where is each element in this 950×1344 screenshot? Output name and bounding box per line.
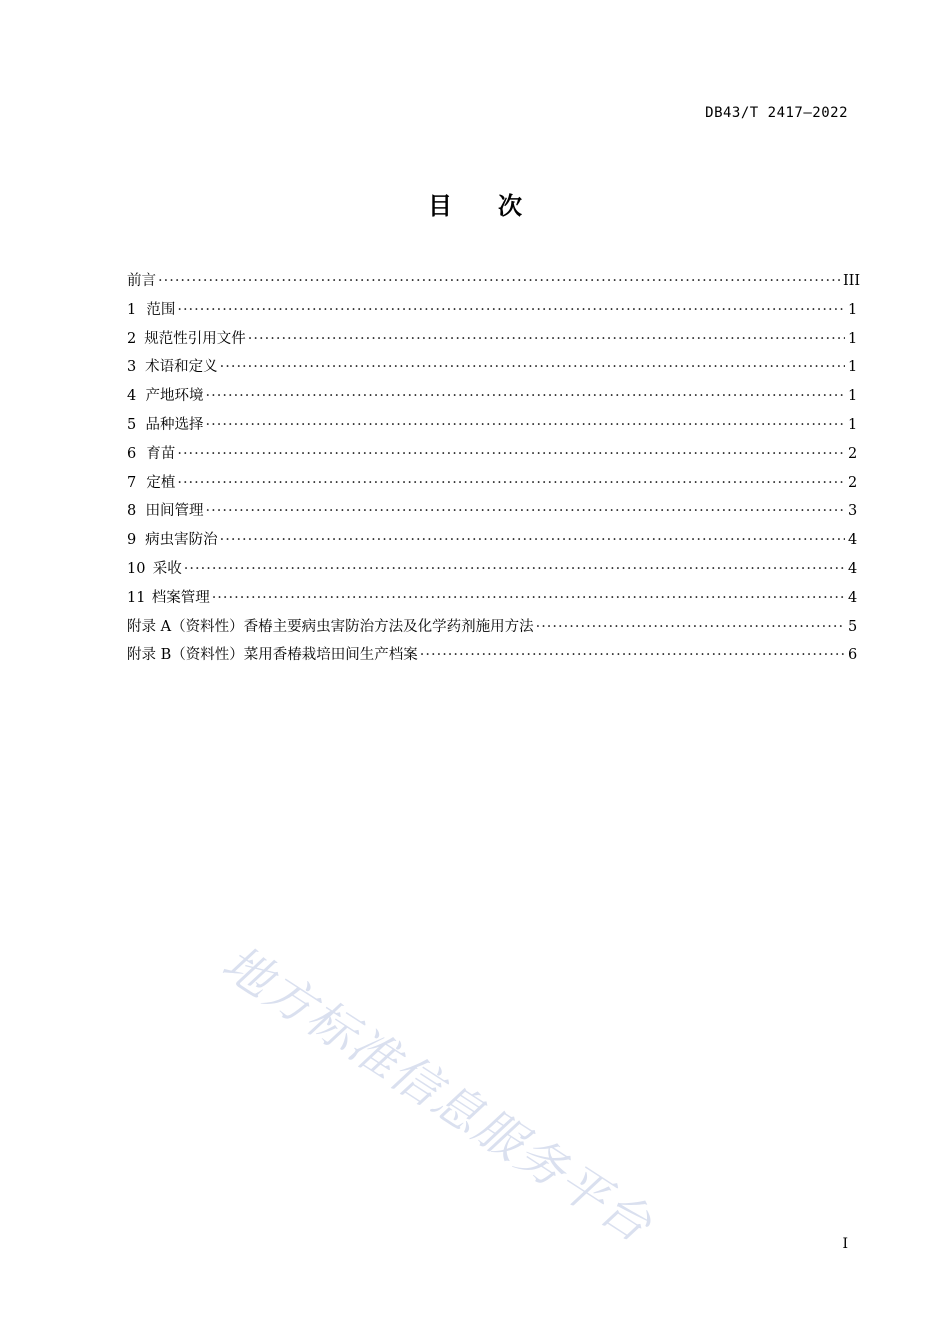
toc-entry-label: 档案管理 [151, 589, 210, 606]
toc-entry-label: 病虫害防治 [145, 532, 218, 549]
toc-entry-label: 育苗 [146, 445, 176, 462]
toc-entry-5[interactable] [127, 411, 856, 440]
toc-entry-6[interactable] [127, 440, 856, 469]
toc-entry-page: 1 [848, 359, 858, 376]
toc-entry-9[interactable] [127, 526, 856, 555]
toc-entry-label: 菜用香椿栽培田间生产档案 [243, 647, 418, 664]
page-title [0, 186, 950, 221]
toc-dot-leader [177, 440, 845, 469]
toc-dot-leader [220, 526, 845, 555]
toc-entry-number: 9 [127, 532, 137, 549]
toc-dot-leader [536, 613, 845, 642]
toc-entry-number: 6 [127, 445, 137, 462]
toc-entry-label: 前言 [127, 273, 156, 289]
document-code: DB43/T 2417—2022 [705, 105, 848, 121]
table-of-contents [127, 267, 861, 670]
toc-entry-label: 采收 [152, 560, 182, 577]
toc-entry-number: 3 [127, 359, 137, 376]
toc-entry-appendix-b[interactable] [127, 641, 856, 670]
title-char-right: 次 [498, 192, 522, 220]
toc-entry-number: 11 [127, 589, 146, 606]
watermark: 地方标准信息服务平台 [212, 934, 663, 1255]
toc-dot-leader [184, 555, 845, 584]
toc-entry-label: 产地环境 [145, 388, 204, 405]
toc-entry-10[interactable] [127, 555, 856, 584]
toc-dot-leader [206, 497, 845, 526]
toc-entry-number: 10 [127, 560, 146, 577]
toc-entry-7[interactable] [127, 469, 856, 498]
toc-entry-label: 香椿主要病虫害防治方法及化学药剂施用方法 [243, 618, 534, 635]
toc-entry-number: 附录 A（资料性） [127, 618, 244, 635]
toc-entry-label: 术语和定义 [145, 359, 218, 376]
toc-entry-page: 4 [848, 589, 858, 606]
toc-dot-leader [212, 584, 845, 613]
toc-dot-leader [248, 325, 845, 354]
toc-entry-number: 8 [127, 503, 137, 520]
toc-dot-leader [220, 353, 845, 382]
toc-dot-leader [420, 641, 845, 670]
toc-entry-label: 定植 [146, 474, 176, 491]
toc-entry-page: 4 [848, 532, 858, 549]
toc-entry-label: 范围 [146, 301, 176, 318]
toc-entry-2[interactable] [127, 325, 856, 354]
toc-entry-8[interactable] [127, 497, 856, 526]
toc-dot-leader [177, 296, 845, 325]
toc-entry-3[interactable] [127, 353, 856, 382]
toc-entry-page: 1 [848, 416, 858, 433]
page-number: I [842, 1236, 848, 1252]
toc-dot-leader [206, 411, 845, 440]
toc-entry-page: 6 [848, 647, 858, 664]
toc-entry-1[interactable] [127, 296, 856, 325]
toc-entry-label: 田间管理 [145, 503, 204, 520]
toc-entry-label: 品种选择 [145, 416, 204, 433]
toc-dot-leader [158, 267, 840, 296]
toc-entry-page: 1 [848, 301, 858, 318]
toc-entry-number: 2 [127, 330, 137, 347]
toc-entry-4[interactable] [127, 382, 856, 411]
toc-entry-number: 7 [127, 474, 137, 491]
toc-entry-11[interactable] [127, 584, 856, 613]
toc-entry-foreword[interactable] [127, 267, 861, 296]
toc-entry-page: 2 [848, 445, 858, 462]
toc-dot-leader [206, 382, 845, 411]
toc-entry-page: 2 [848, 474, 858, 491]
toc-entry-appendix-a[interactable] [127, 613, 856, 642]
title-char-left: 目 [428, 192, 452, 220]
toc-entry-page: 4 [848, 560, 858, 577]
toc-entry-page: 5 [848, 618, 858, 635]
toc-entry-number: 1 [127, 301, 137, 318]
toc-entry-number: 5 [127, 416, 137, 433]
toc-entry-page: 1 [848, 388, 858, 405]
toc-entry-number: 4 [127, 388, 137, 405]
toc-dot-leader [177, 469, 845, 498]
toc-entry-page: III [842, 273, 861, 289]
toc-entry-number: 附录 B（资料性） [127, 647, 244, 664]
toc-entry-page: 1 [848, 330, 858, 347]
toc-entry-label: 规范性引用文件 [144, 330, 246, 347]
toc-entry-page: 3 [848, 503, 858, 520]
